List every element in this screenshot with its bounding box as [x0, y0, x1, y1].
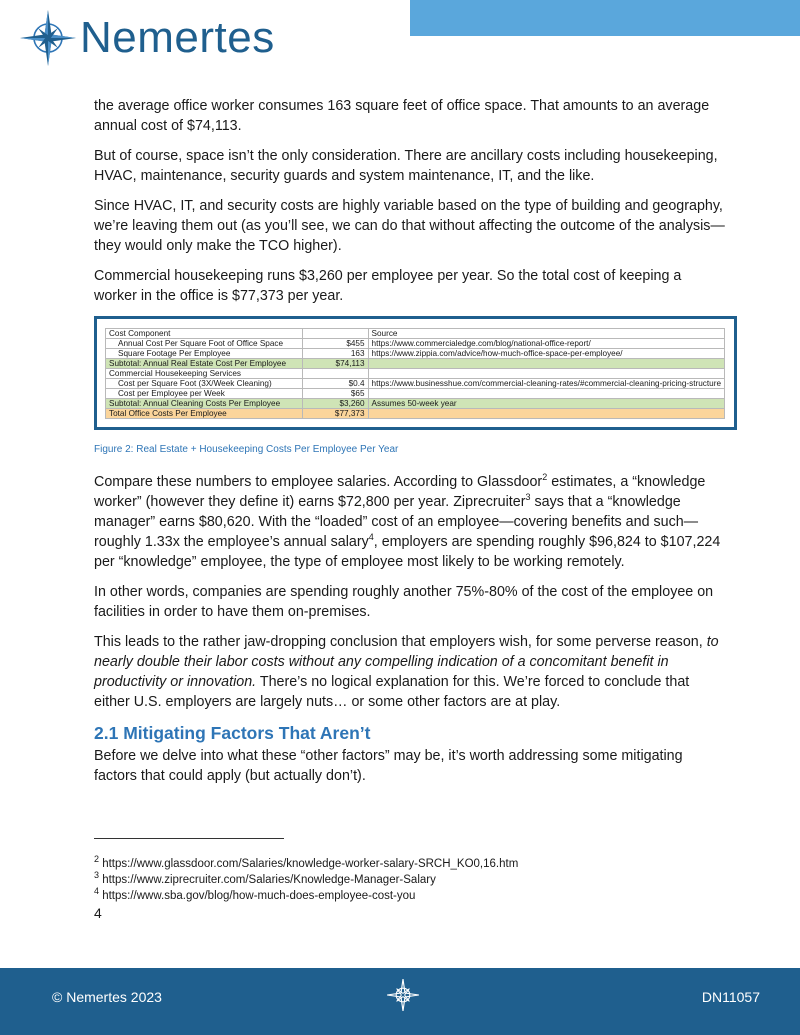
- figure-caption: Figure 2: Real Estate + Housekeeping Costs Per Employee Per Year: [94, 444, 399, 455]
- text-run: , employers are spending roughly $96,824 to $107,224 per “knowledge” employee, the type of employee most likely to be working remotely.: [94, 534, 721, 570]
- table-cell-value: $77,373: [302, 409, 368, 419]
- brand-name: Nemertes: [80, 13, 275, 62]
- table-cell-component: Cost per Employee per Week: [106, 389, 303, 399]
- table-cell-source: Assumes 50-week year: [368, 399, 724, 409]
- paragraph: the average office worker consumes 163 square feet of office space. That amounts to an average annual cost of $74,113.: [94, 98, 710, 134]
- footnote-number: 4: [94, 886, 100, 897]
- compass-star-icon: [18, 8, 78, 68]
- footnotes: [94, 856, 518, 904]
- table-cell-component: Commercial Housekeeping Services: [106, 369, 303, 379]
- paragraph: [94, 632, 726, 712]
- footnote-ref[interactable]: 2: [542, 472, 548, 483]
- footnote-link[interactable]: https://www.glassdoor.com/Salaries/knowledge-worker-salary-SRCH_KO0,16.htm: [99, 858, 519, 870]
- table-cell-value: $65: [302, 389, 368, 399]
- text-run: says that a “knowledge manager” earns $80,620. With the “loaded” cost of an employee—covering benefits and such—roughly 1.33x the employee’s annual salary: [94, 494, 698, 550]
- footnote: [94, 872, 518, 888]
- footnote-ref[interactable]: 4: [368, 532, 374, 543]
- table-cell-source[interactable]: https://www.businesshue.com/commercial-cleaning-rates/#commercial-cleaning-pricing-structure: [368, 379, 724, 389]
- logo: [18, 8, 275, 68]
- compass-star-icon: [386, 978, 420, 1012]
- table-cell-source[interactable]: https://www.zippia.com/advice/how-much-office-space-per-employee/: [368, 349, 724, 359]
- table-cell-component: Subtotal: Annual Real Estate Cost Per Employee: [106, 359, 303, 369]
- footnote-ref[interactable]: 3: [525, 492, 531, 503]
- cost-table-figure: [94, 316, 737, 430]
- paragraph: Since HVAC, IT, and security costs are highly variable based on the type of building and geography, we’re leaving them out (as you’ll see, we can do that without affecting the outcome of the analysis—they would only make the TCO higher).: [94, 198, 725, 254]
- table-cell-component: Total Office Costs Per Employee: [106, 409, 303, 419]
- footnote-link[interactable]: https://www.sba.gov/blog/how-much-does-employee-cost-you: [99, 890, 416, 902]
- table-cell-value: $455: [302, 339, 368, 349]
- table-cell-value: [302, 369, 368, 379]
- table-cell-source: [368, 389, 724, 399]
- table-cell-value: $74,113: [302, 359, 368, 369]
- paragraph: [94, 472, 726, 572]
- paragraph: Commercial housekeeping runs $3,260 per employee per year. So the total cost of keeping a worker in the office is $77,373 per year.: [94, 268, 682, 304]
- table-header-cell: Cost Component: [106, 329, 303, 339]
- table-cell-source: [368, 359, 724, 369]
- page-number: 4: [94, 905, 102, 921]
- table-row: [106, 369, 725, 379]
- italic-text-run: to nearly double their labor costs without any compelling indication of a concomitant benefit in productivity or innovation.: [94, 634, 719, 690]
- table-cell-component: Cost per Square Foot (3X/Week Cleaning): [106, 379, 303, 389]
- footnote-divider: [94, 838, 284, 839]
- table-row: [106, 379, 725, 389]
- footnote-link[interactable]: https://www.ziprecruiter.com/Salaries/Knowledge-Manager-Salary: [99, 874, 436, 886]
- text-run: Compare these numbers to employee salaries. According to Glassdoor: [94, 474, 543, 490]
- footnote-number: 2: [94, 854, 100, 865]
- table-row-total: [106, 409, 725, 419]
- footnote-number: 3: [94, 870, 100, 881]
- page-footer: [0, 968, 800, 1035]
- table-row-subtotal: [106, 359, 725, 369]
- table-header-cell: Source: [368, 329, 724, 339]
- text-run: This leads to the rather jaw-dropping conclusion that employers wish, for some perverse reason,: [94, 634, 707, 650]
- cost-table: [105, 328, 725, 419]
- table-cell-value: $0.4: [302, 379, 368, 389]
- section-heading: 2.1 Mitigating Factors That Aren’t: [94, 723, 371, 743]
- paragraph: Before we delve into what these “other factors” may be, it’s worth addressing some mitigating factors that could apply (but actually don’t).: [94, 748, 683, 784]
- table-cell-component: Subtotal: Annual Cleaning Costs Per Employee: [106, 399, 303, 409]
- text-run: estimates, a “knowledge worker” (however they define it) earns $72,800 per year. Ziprecruiter: [94, 474, 706, 510]
- table-row: [106, 349, 725, 359]
- table-row: [106, 389, 725, 399]
- table-row: [106, 339, 725, 349]
- footnote: [94, 856, 518, 872]
- footer-copyright: © Nemertes 2023: [52, 989, 162, 1005]
- header-accent-band: [410, 0, 800, 36]
- table-header-row: [106, 329, 725, 339]
- paragraph: In other words, companies are spending roughly another 75%-80% of the cost of the employee on facilities in order to have them on-premises.: [94, 584, 714, 620]
- table-cell-source: [368, 409, 724, 419]
- table-cell-component: Square Footage Per Employee: [106, 349, 303, 359]
- table-cell-source[interactable]: https://www.commercialedge.com/blog/national-office-report/: [368, 339, 724, 349]
- table-row-subtotal: [106, 399, 725, 409]
- table-cell-value: $3,260: [302, 399, 368, 409]
- page-body: [94, 96, 726, 796]
- footnote: [94, 888, 518, 904]
- footer-document-id: DN11057: [701, 989, 760, 1005]
- table-cell-component: Annual Cost Per Square Foot of Office Space: [106, 339, 303, 349]
- paragraph: But of course, space isn’t the only consideration. There are ancillary costs including housekeeping, HVAC, maintenance, security guards and system maintenance, IT, and the like.: [94, 148, 718, 184]
- table-cell-source: [368, 369, 724, 379]
- table-cell-value: 163: [302, 349, 368, 359]
- table-header-cell: [302, 329, 368, 339]
- text-run: There’s no logical explanation for this. We’re forced to conclude that either U.S. employers are largely nuts… or some other factors are at play.: [94, 674, 690, 710]
